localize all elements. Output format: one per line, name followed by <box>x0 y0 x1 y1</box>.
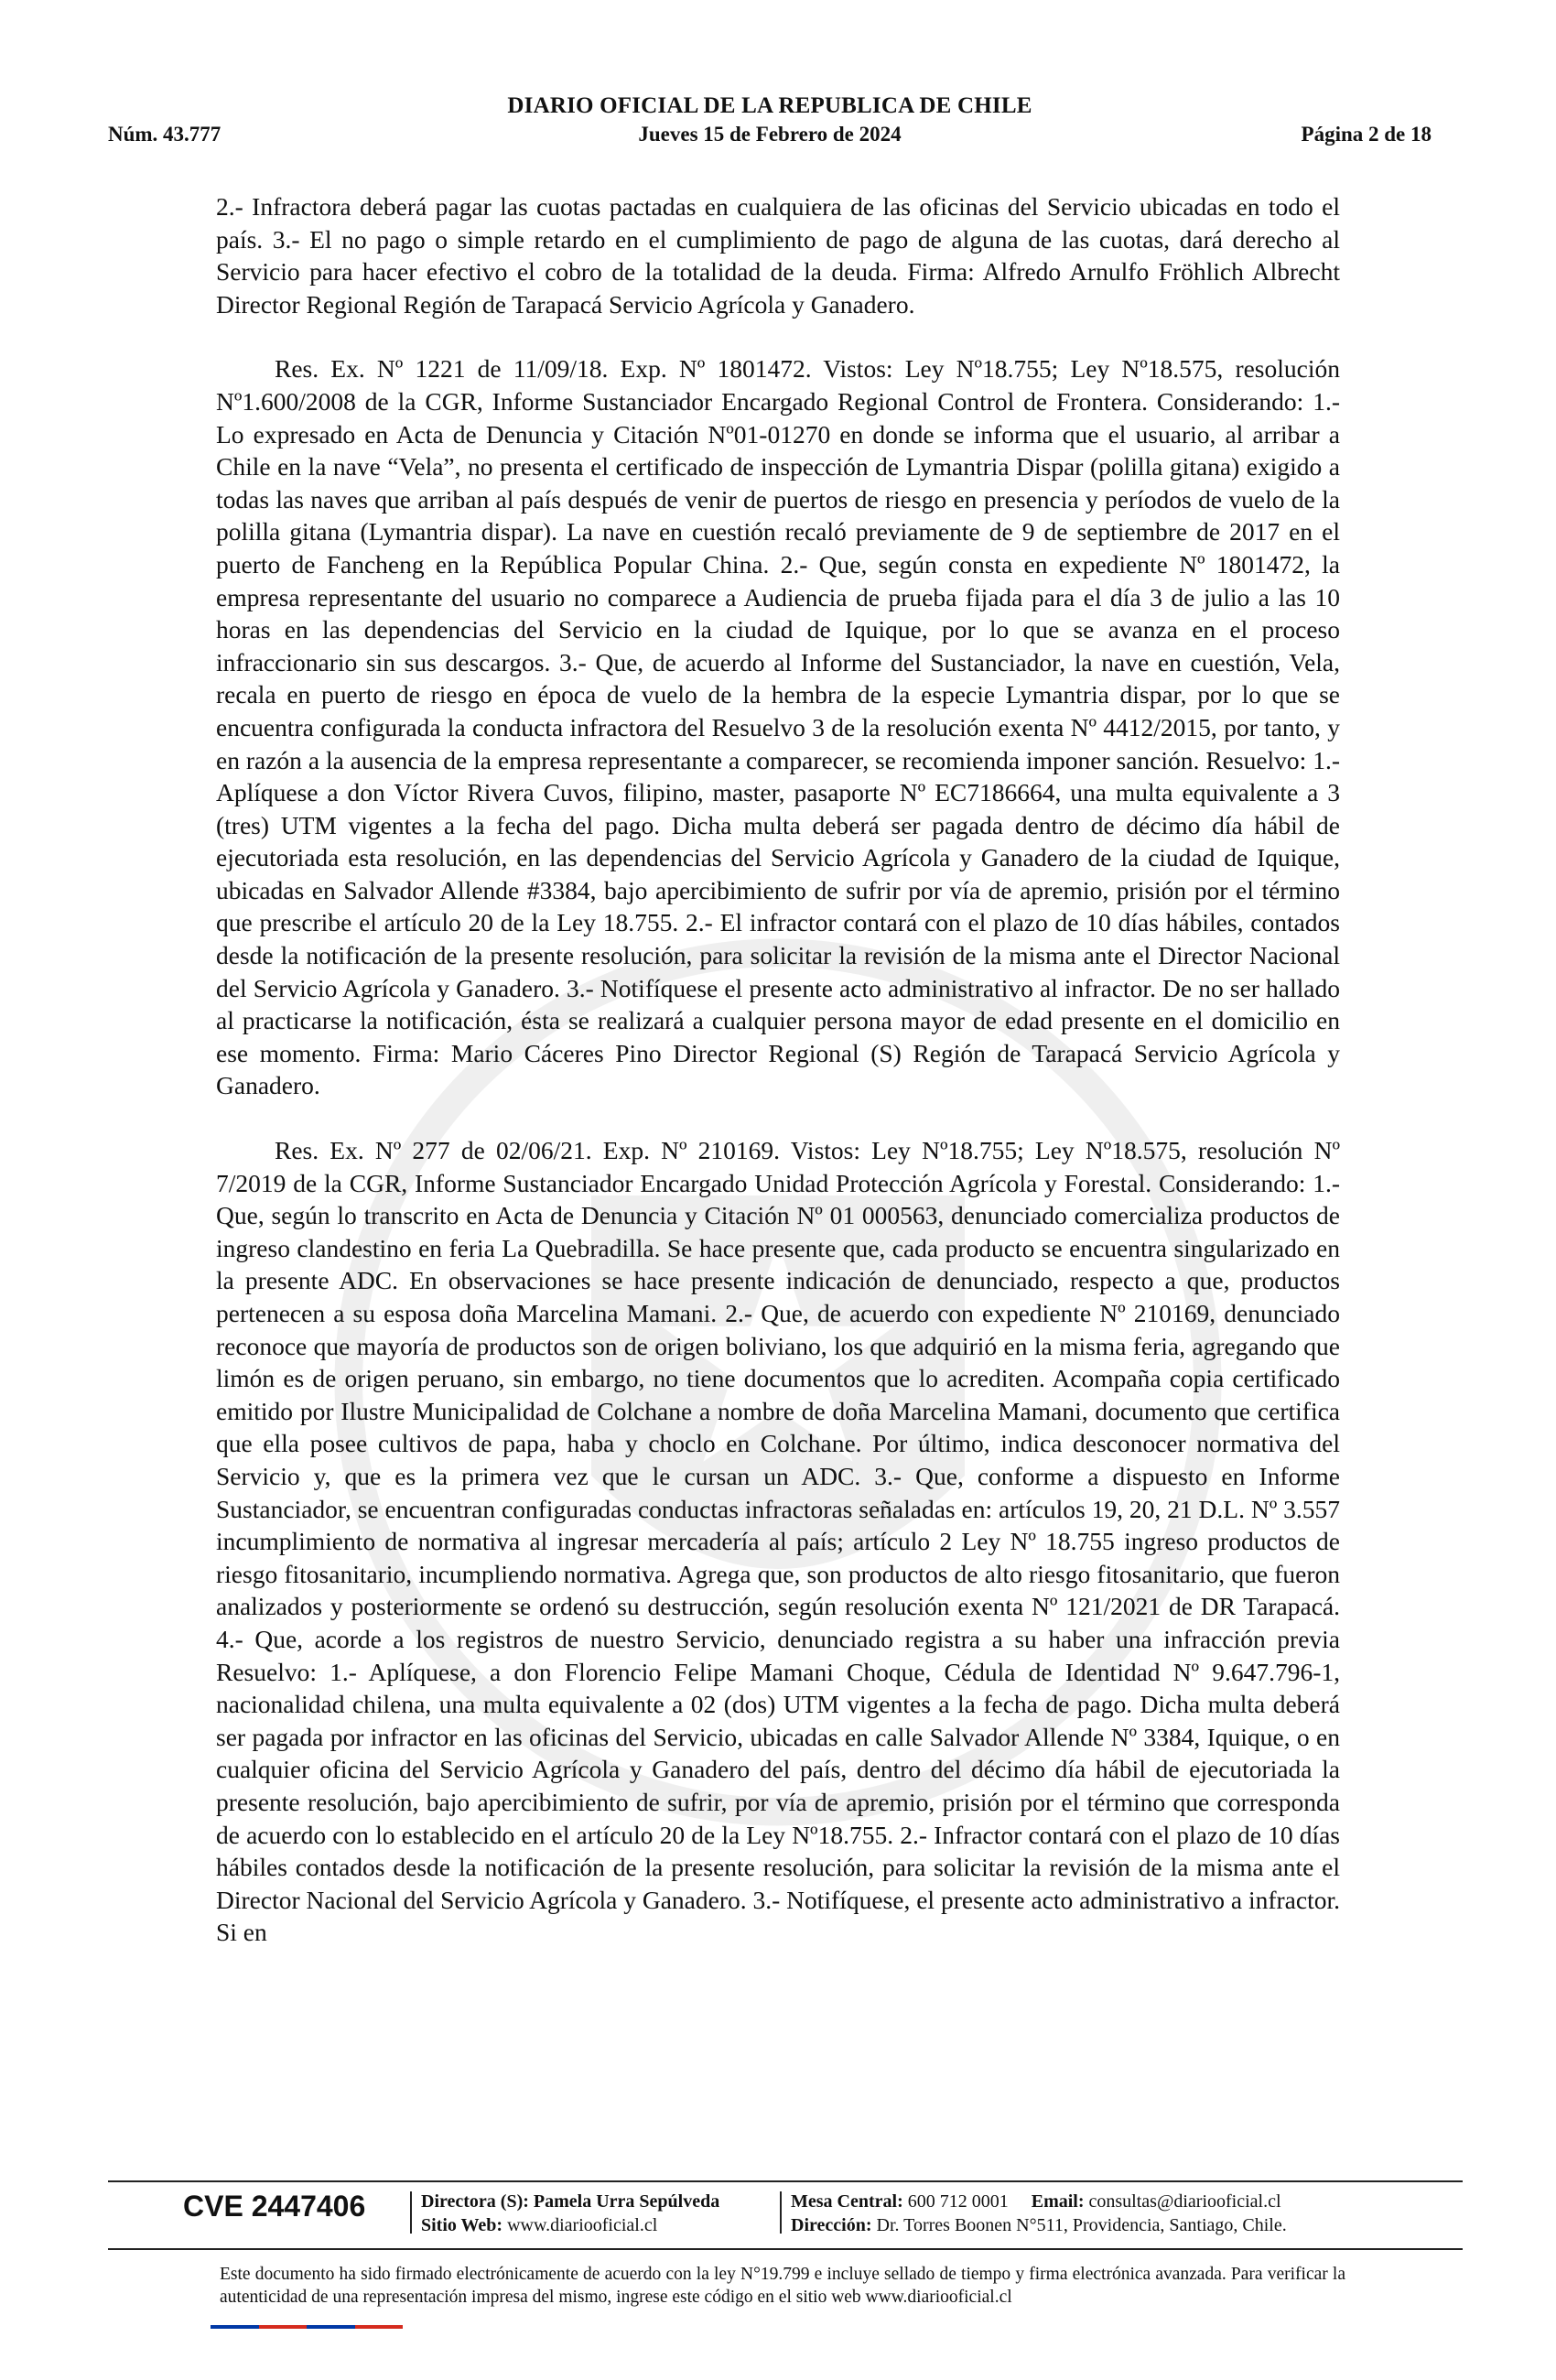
direccion-label: Dirección: <box>791 2215 872 2235</box>
footer-separator <box>780 2191 782 2234</box>
footer-divider <box>108 2180 1463 2182</box>
footer-contact-block <box>791 2190 1287 2237</box>
direccion-value: Dr. Torres Boonen N°511, Providencia, Santiago, Chile. <box>876 2215 1287 2235</box>
sitio-link[interactable]: www.diariooficial.cl <box>507 2215 658 2235</box>
directora-label: Directora (S): <box>421 2191 529 2212</box>
page-number: Página 2 de 18 <box>1301 123 1432 146</box>
flag-segment <box>211 2325 259 2329</box>
flag-segment <box>307 2325 355 2329</box>
page-header <box>108 90 1432 163</box>
footer-separator <box>410 2191 412 2234</box>
issue-date: Jueves 15 de Febrero de 2024 <box>638 123 902 146</box>
flag-segment <box>259 2325 308 2329</box>
paragraph: 2.- Infractora deberá pagar las cuotas pactadas en cualquiera de las oficinas del Servicio ubicadas en todo el país. 3.- El no pago o simple retardo en el cumplimiento de pago de alguna de las cuotas, dará derecho al Servicio para hacer efectivo el cobro de la totalidad de la deuda. Firma: Alfredo Arnulfo Fröhlich Albrecht Director Regional Región de Tarapacá Servicio Agrícola y Ganadero. <box>216 192 1340 319</box>
flag-segment <box>355 2325 404 2329</box>
email-label: Email: <box>1031 2191 1085 2212</box>
email-link[interactable]: consultas@diariooficial.cl <box>1088 2191 1281 2212</box>
signature-disclaimer: Este documento ha sido firmado electrónicamente de acuerdo con la ley N°19.799 e incluye sellado de tiempo y firma electrónica avanzada. Para verificar la autenticidad de una representación impresa del mismo, ingrese este código en el sitio web www.diariooficial.cl <box>220 2265 1345 2307</box>
paragraph: Res. Ex. Nº 1221 de 11/09/18. Exp. Nº 1801472. Vistos: Ley Nº18.755; Ley Nº18.575, resolución Nº1.600/2008 de la CGR, Informe Sustanciador Encargado Regional Control de Frontera. Considerando: 1.- Lo expresado en Acta de Denuncia y Citación Nº01-01270 en donde se informa que el usuario, al arribar a Chile en la nave “Vela”, no presenta el certificado de inspección de Lymantria Dispar (polilla gitana) exigido a todas las naves que arriban al país después de venir de puertos de riesgo en presencia y períodos de vuelo de la polilla gitana (Lymantria dispar). La nave en cuestión recaló previamente de 9 de septiembre de 2017 en el puerto de Fancheng en la República Popular China. 2.- Que, según consta en expediente Nº 1801472, la empresa representante del usuario no comparece a Audiencia de prueba fijada para el día 3 de julio a las 10 horas en las dependencias del Servicio en la ciudad de Iquique, por lo que se avanza en el proceso infraccionario sin sus descargos. 3.- Que, de acuerdo al Informe del Sustanciador, la nave en cuestión, Vela, recala en puerto de riesgo en época de vuelo de la hembra de la especie Lymantria dispar, por lo que se encuentra configurada la conducta infractora del Resuelvo 3 de la resolución exenta Nº 4412/2015, por tanto, y en razón a la ausencia de la empresa representante a comparecer, se recomienda imponer sanción. Resuelvo: 1.- Aplíquese a don Víctor Rivera Cuvos, filipino, master, pasaporte Nº EC7186664, una multa equivalente a 3 (tres) UTM vigentes a la fecha del pago. Dicha multa deberá ser pagada dentro de décimo día hábil de ejecutoriada esta resolución, en las dependencias del Servicio Agrícola y Ganadero de la ciudad de Iquique, ubicadas en Salvador Allende #3384, bajo apercibimiento de sufrir por vía de apremio, prisión por el término que prescribe el artículo 20 de la Ley 18.755. 2.- El infractor contará con el plazo de 10 días hábiles, contados desde la notificación de la presente resolución, para solicitar la revisión de la misma ante el Director Nacional del Servicio Agrícola y Ganadero. 3.- Notifíquese el presente acto administrativo al infractor. De no ser hallado al practicarse la notificación, ésta se realizará a cualquier persona mayor de edad presente en el domicilio en ese momento. Firma: Mario Cáceres Pino Director Regional (S) Región de Tarapacá Servicio Agrícola y Ganadero. <box>216 354 1340 1100</box>
publication-title: DIARIO OFICIAL DE LA REPUBLICA DE CHILE <box>507 93 1032 118</box>
mesa-label: Mesa Central: <box>791 2191 903 2212</box>
cve-code: CVE 2447406 <box>183 2190 366 2223</box>
footer-divider <box>108 2248 1463 2250</box>
paragraph: Res. Ex. Nº 277 de 02/06/21. Exp. Nº 210169. Vistos: Ley Nº18.755; Ley Nº18.575, resolución Nº 7/2019 de la CGR, Informe Sustanciador Encargado Unidad Protección Agrícola y Forestal. Considerando: 1.- Que, según lo transcrito en Acta de Denuncia y Citación Nº 01 000563, denunciado comercializa productos de ingreso clandestino en feria La Quebradilla. Se hace presente que, cada producto se encuentra singularizado en la presente ADC. En observaciones se hace presente indicación de denunciado, respecto a que, productos pertenecen a su esposa doña Marcelina Mamani. 2.- Que, de acuerdo con expediente Nº 210169, denunciado reconoce que mayoría de productos son de origen boliviano, los que adquirió en la misma feria, agregando que limón es de origen peruano, sin embargo, no tiene documentos que lo acrediten. Acompaña copia certificado emitido por Ilustre Municipalidad de Colchane a nombre de doña Marcelina Mamani, documento que certifica que ella posee cultivos de papa, haba y choclo en Colchane. Por último, indica desconocer normativa del Servicio y, que es la primera vez que le cursan un ADC. 3.- Que, conforme a dispuesto en Informe Sustanciador, se encuentran configuradas conductas infractoras señaladas en: artículos 19, 20, 21 D.L. Nº 3.557 incumplimiento de normativa al ingresar mercadería al país; artículo 2 Ley Nº 18.755 ingreso productos de riesgo fitosanitario, incumpliendo normativa. Agrega que, son productos de alto riesgo fitosanitario, que fueron analizados y posteriormente se ordenó su destrucción, según resolución exenta Nº 121/2021 de DR Tarapacá. 4.- Que, acorde a los registros de nuestro Servicio, denunciado registra a su haber una infracción previa Resuelvo: 1.- Aplíquese, a don Florencio Felipe Mamani Choque, Cédula de Identidad Nº 9.647.796-1, nacionalidad chilena, una multa equivalente a 02 (dos) UTM vigentes a la fecha de pago. Dicha multa deberá ser pagada por infractor en las oficinas del Servicio, ubicadas en calle Salvador Allende Nº 3384, Iquique, o en cualquier oficina del Servicio Agrícola y Ganadero del país, dentro del décimo día hábil de ejecutoriada la presente resolución, bajo apercibimiento de sufrir, por vía de apremio, prisión por el término que corresponda de acuerdo con lo establecido en el artículo 20 de la Ley Nº18.755. 2.- Infractor contará con el plazo de 10 días hábiles contados desde la notificación de la presente resolución, para solicitar la revisión de la misma ante el Director Nacional del Servicio Agrícola y Ganadero. 3.- Notifíquese, el presente acto administrativo a infractor. Si en <box>216 1136 1340 1947</box>
footer-directora-block <box>421 2190 719 2237</box>
mesa-phone: 600 712 0001 <box>907 2191 1009 2212</box>
sitio-label: Sitio Web: <box>421 2215 503 2235</box>
issue-number: Núm. 43.777 <box>108 123 222 146</box>
flag-stripe <box>211 2325 403 2329</box>
directora-name: Pamela Urra Sepúlveda <box>533 2191 720 2212</box>
document-body <box>216 190 1340 1981</box>
